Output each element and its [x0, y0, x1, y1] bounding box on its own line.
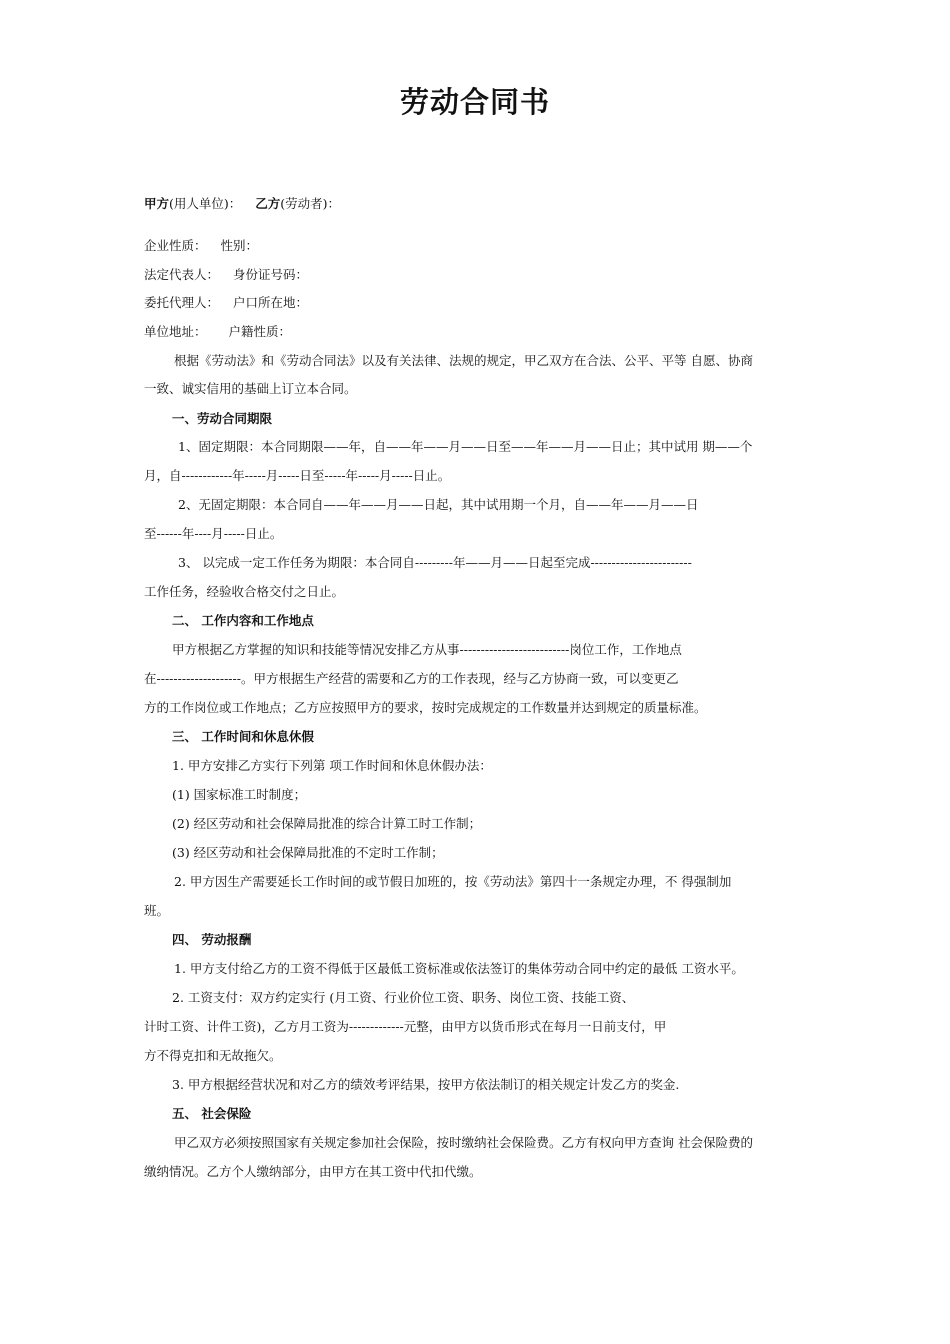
body-line: 甲方根据乙方掌握的知识和技能等情况安排乙方从事--------------------------岗位工作，工作地点 — [172, 642, 682, 657]
field-label: 企业性质： — [144, 238, 207, 253]
body-line: (1) 国家标准工时制度； — [172, 787, 307, 802]
field-label: 身份证号码： — [233, 267, 309, 282]
body-line: 月，自------------年-----月-----日至-----年-----月-----日止。 — [144, 468, 451, 483]
field-row — [144, 324, 291, 340]
field-row — [144, 295, 308, 311]
body-line: 1、固定期限：本合同期限——年，自——年——月——日至——年——月——日止；其中试用 期——个 — [178, 439, 753, 454]
party-b-label: 乙方 — [255, 196, 281, 211]
field-label: 性别： — [220, 238, 259, 253]
field-label: 户口所在地： — [233, 295, 309, 310]
field-label: 法定代表人： — [144, 267, 220, 282]
body-line: 2、无固定期限：本合同自——年——月——日起，其中试用期一个月，自——年——月——日 — [178, 497, 699, 512]
intro-line: 根据《劳动法》和《劳动合同法》以及有关法律、法规的规定，甲乙双方在合法、公平、平等 自愿、协商 — [174, 353, 753, 368]
field-label: 单位地址： — [144, 324, 207, 339]
body-line: 在--------------------。甲方根据生产经营的需要和乙方的工作表现，经与乙方协商一致，可以变更乙 — [144, 671, 679, 686]
body-line: 缴纳情况。乙方个人缴纳部分，由甲方在其工资中代扣代缴。 — [144, 1164, 482, 1179]
body-line: 至------年----月-----日止。 — [144, 526, 283, 541]
body-line: 1. 甲方安排乙方实行下列第 项工作时间和休息休假办法： — [172, 758, 492, 773]
body-line: (2) 经区劳动和社会保障局批准的综合计算工时工作制； — [172, 816, 482, 831]
body-line: 3. 甲方根据经营状况和对乙方的绩效考评结果，按甲方依法制订的相关规定计发乙方的奖金. — [172, 1077, 680, 1092]
body-line: 2. 工资支付：双方约定实行 (月工资、行业价位工资、职务、岗位工资、技能工资、 — [172, 990, 635, 1005]
field-label: 户籍性质： — [228, 324, 292, 339]
section-heading: 五、 社会保险 — [172, 1106, 252, 1121]
section-heading: 一、劳动合同期限 — [172, 411, 273, 426]
body-line: (3) 经区劳动和社会保障局批准的不定时工作制； — [172, 845, 444, 860]
body-line: 计时工资、计件工资)，乙方月工资为-------------元整，由甲方以货币形式在每月一日前支付，甲 — [144, 1019, 667, 1034]
body-line: 班。 — [144, 903, 170, 918]
body-line: 方的工作岗位或工作地点；乙方应按照甲方的要求，按时完成规定的工作数量并达到规定的质量标准。 — [144, 700, 707, 715]
field-label: 委托代理人： — [144, 295, 220, 310]
body-line: 工作任务，经验收合格交付之日止。 — [144, 584, 345, 599]
party-a-label: 甲方 — [144, 196, 170, 211]
section-heading: 四、 劳动报酬 — [172, 932, 252, 947]
parties-line — [144, 196, 340, 212]
body-line: 1. 甲方支付给乙方的工资不得低于区最低工资标准或依法签订的集体劳动合同中约定的最低 工资水平。 — [174, 961, 744, 976]
section-heading: 二、 工作内容和工作地点 — [172, 613, 314, 628]
party-b-paren: (劳动者)： — [280, 196, 341, 211]
field-row — [144, 238, 258, 254]
section-heading: 三、 工作时间和休息休假 — [172, 729, 314, 744]
intro-line: 一致、诚实信用的基础上订立本合同。 — [144, 381, 357, 396]
body-line: 甲乙双方必须按照国家有关规定参加社会保险，按时缴纳社会保险费。乙方有权向甲方查询 社会保险费的 — [174, 1135, 753, 1150]
body-line: 方不得克扣和无故拖欠。 — [144, 1048, 282, 1063]
field-row — [144, 267, 308, 283]
party-a-paren: (用人单位)： — [169, 196, 242, 211]
document-title: 劳动合同书 — [399, 85, 550, 119]
body-line: 2. 甲方因生产需要延长工作时间的或节假日加班的，按《劳动法》第四十一条规定办理，不 得强制加 — [174, 874, 732, 889]
body-line: 3、 以完成一定工作任务为期限：本合同自---------年——月——日起至完成------------------------ — [178, 555, 692, 570]
